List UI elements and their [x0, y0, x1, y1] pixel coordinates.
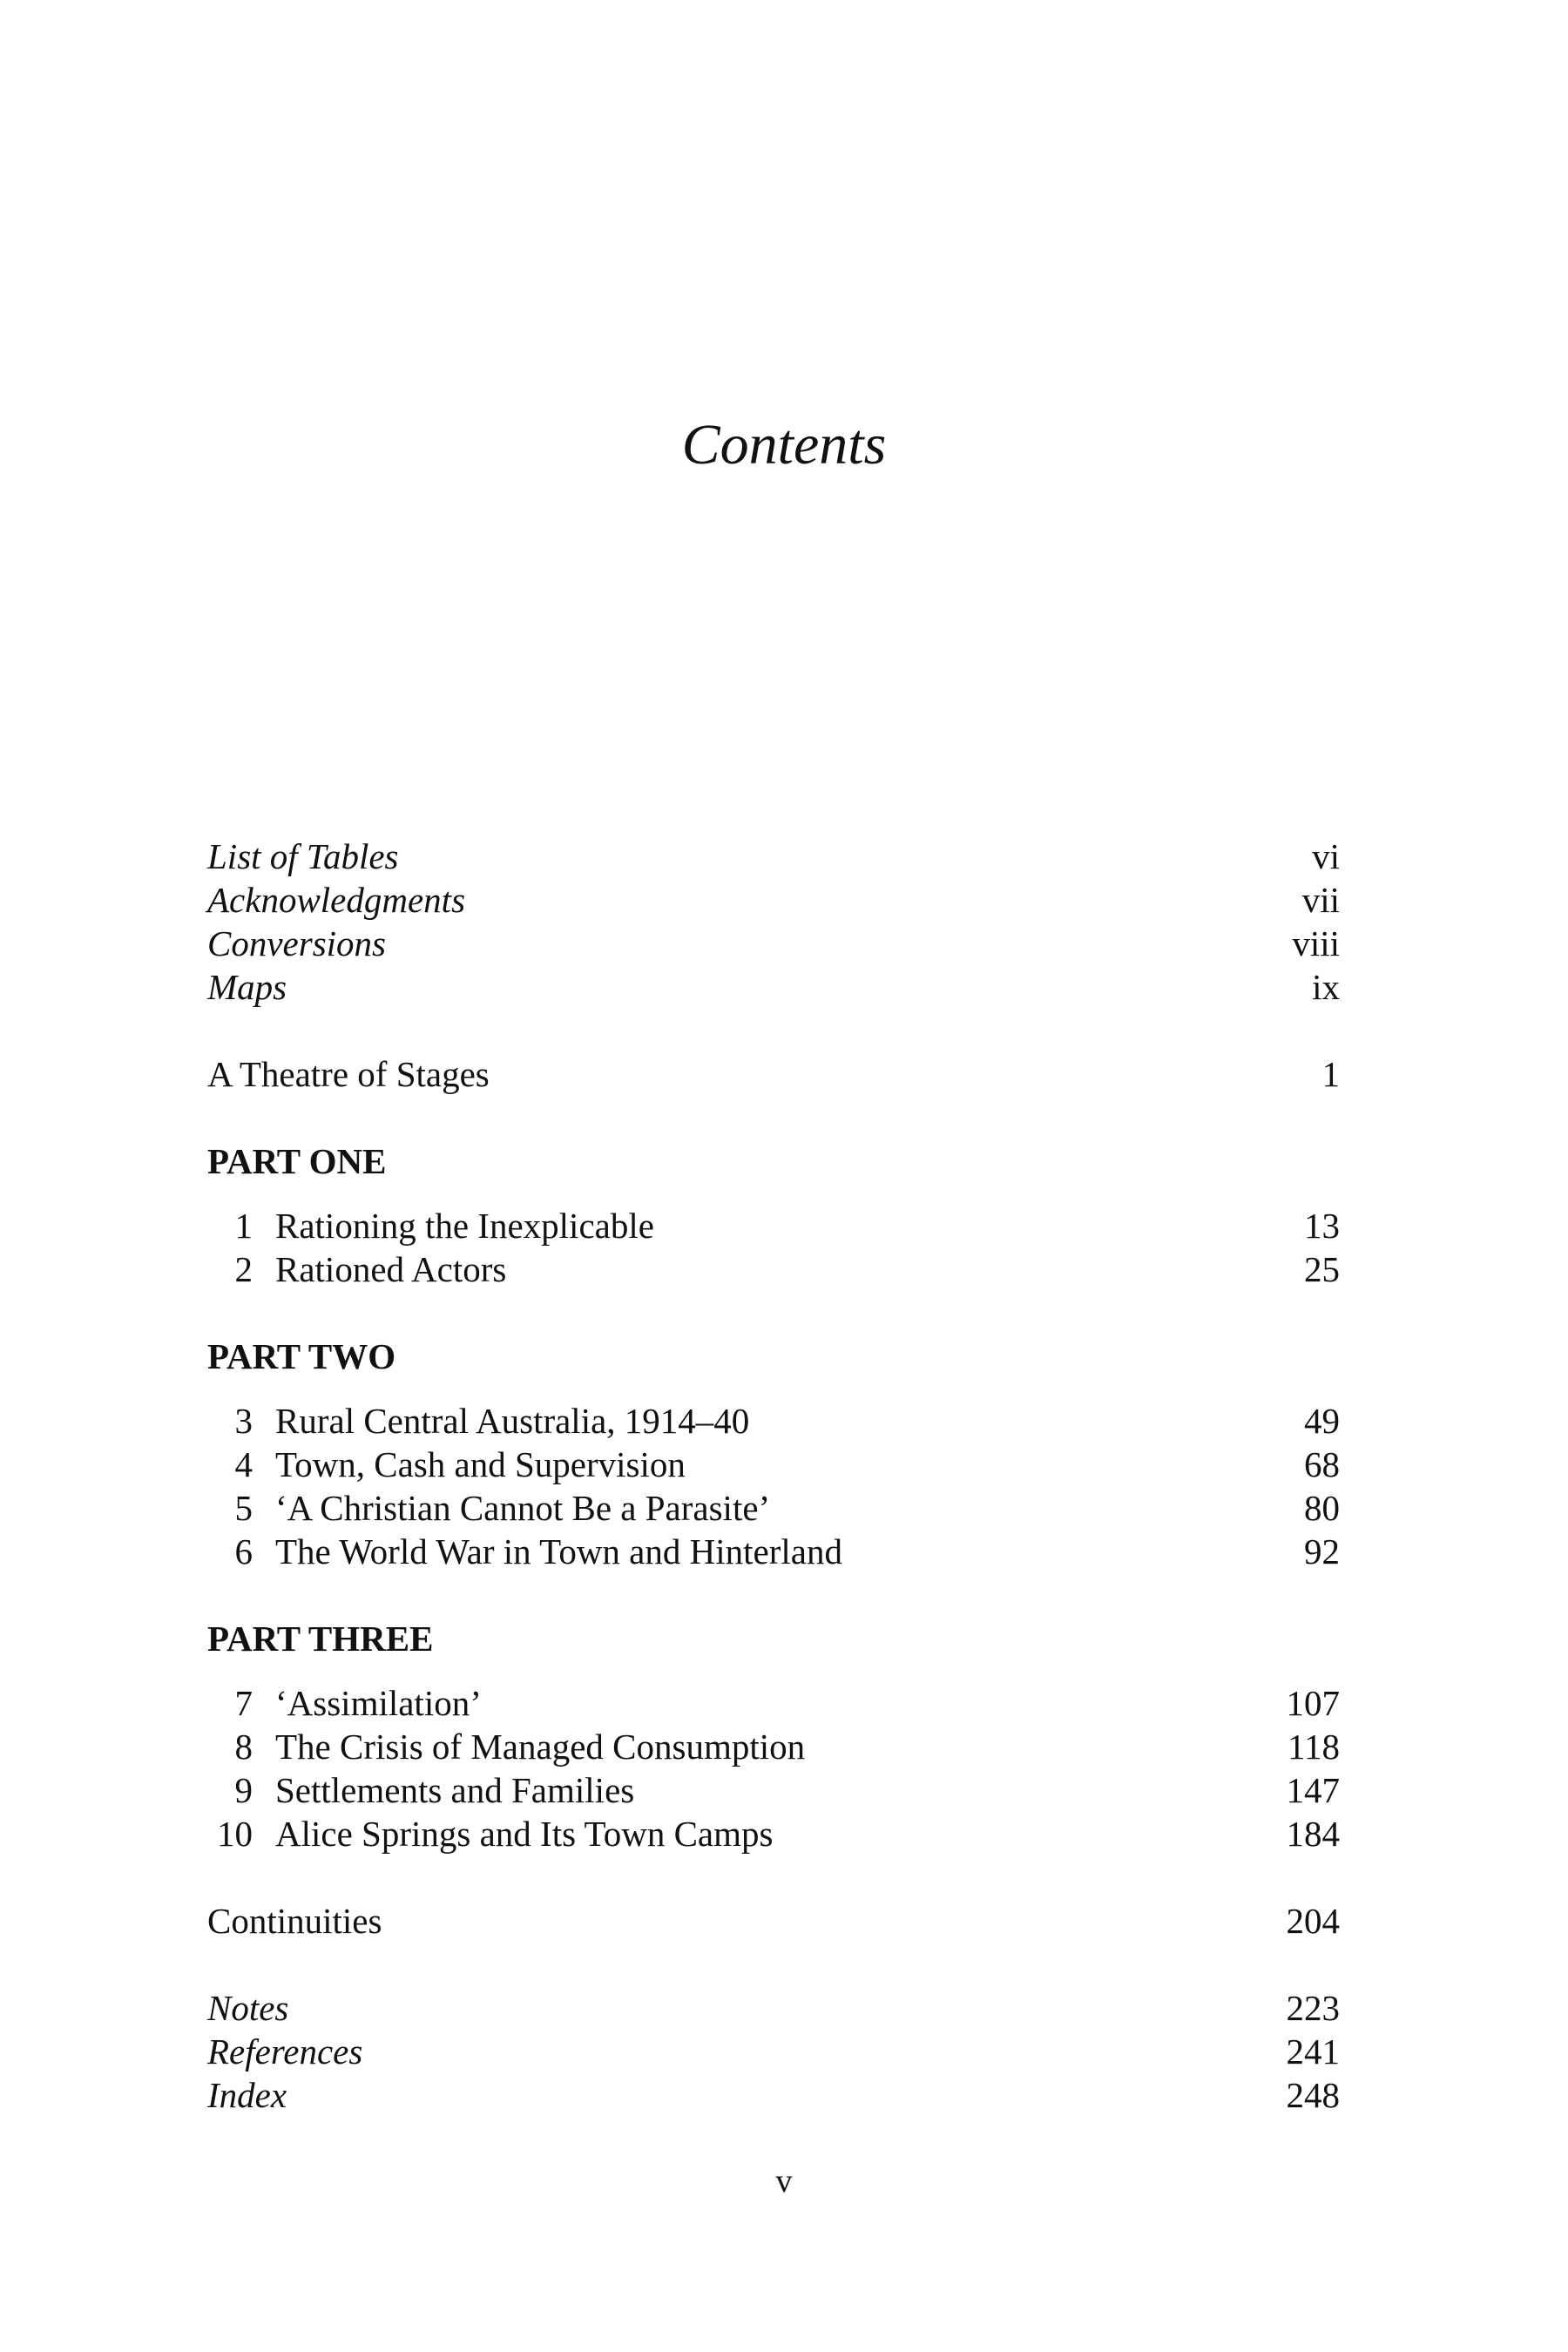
toc-entry-label-wrap [207, 1768, 1166, 1812]
toc-entry-page: 118 [1288, 1727, 1340, 1767]
toc-entry-label-wrap [207, 1204, 1166, 1247]
toc-entry-label: Settlements and Families [275, 1770, 635, 1810]
toc-entry-conversions[interactable] [207, 922, 1340, 965]
toc-entry-page: 80 [1304, 1488, 1340, 1528]
toc-entry-page: 25 [1304, 1249, 1340, 1289]
toc-chapter-9[interactable] [207, 1768, 1340, 1812]
part-heading: PART ONE [207, 1141, 387, 1181]
toc-entry-page: vii [1301, 880, 1340, 920]
toc-entry-page: 241 [1286, 2031, 1340, 2072]
toc-entry-references[interactable] [207, 2030, 1340, 2073]
toc-entry-page: 248 [1286, 2075, 1340, 2115]
chapter-number: 4 [234, 1444, 253, 1484]
toc-entry-list-of-tables[interactable] [207, 835, 1340, 878]
toc-entry-label: Rural Central Australia, 1914–40 [275, 1401, 750, 1441]
chapter-number: 2 [234, 1249, 253, 1289]
toc-entry-page: 147 [1286, 1770, 1340, 1810]
toc-entry-label: Notes [207, 1988, 289, 2028]
spacer [207, 1096, 1340, 1139]
toc-entry-label: A Theatre of Stages [207, 1054, 490, 1094]
chapter-number: 5 [234, 1488, 253, 1528]
toc-entry-label: The World War in Town and Hinterland [275, 1531, 842, 1571]
toc-entry-label: Maps [207, 967, 287, 1007]
toc-entry-index[interactable] [207, 2073, 1340, 2117]
toc-entry-label: List of Tables [207, 836, 399, 876]
toc-entry-label: Index [207, 2075, 287, 2115]
toc-entry-label-wrap [207, 1681, 1166, 1725]
toc-chapter-3[interactable] [207, 1399, 1340, 1443]
toc-entry-intro[interactable] [207, 1052, 1340, 1096]
toc-entry-label-wrap [207, 1486, 1166, 1530]
part-heading: PART THREE [207, 1619, 434, 1659]
chapter-number: 3 [234, 1401, 253, 1441]
toc-entry-page: 184 [1286, 1814, 1340, 1854]
toc-entry-page: viii [1292, 923, 1340, 963]
toc-entry-page: 68 [1304, 1444, 1340, 1484]
toc-entry-label-wrap [207, 1247, 1166, 1291]
toc-entry-page: 107 [1286, 1683, 1340, 1723]
toc-entry-label: Conversions [207, 923, 386, 963]
toc-entry-acknowledgments[interactable] [207, 878, 1340, 922]
spacer [207, 1855, 1340, 1899]
spacer [207, 1009, 1340, 1052]
toc-chapter-4[interactable] [207, 1443, 1340, 1486]
chapter-number: 9 [234, 1770, 253, 1810]
page-number: v [775, 2163, 793, 2200]
toc-chapter-8[interactable] [207, 1725, 1340, 1768]
chapter-number: 6 [234, 1531, 253, 1571]
spacer [207, 1183, 1340, 1204]
table-of-contents [207, 835, 1340, 2117]
spacer [207, 1291, 1340, 1335]
toc-chapter-10[interactable] [207, 1812, 1340, 1855]
toc-entry-label: Rationing the Inexplicable [275, 1206, 654, 1246]
toc-entry-label: Continuities [207, 1901, 382, 1941]
chapter-number: 10 [217, 1814, 253, 1854]
chapter-number: 7 [234, 1683, 253, 1723]
toc-chapter-6[interactable] [207, 1530, 1340, 1573]
toc-entry-label: Acknowledgments [207, 880, 466, 920]
chapter-number: 1 [234, 1206, 253, 1246]
part-heading: PART TWO [207, 1336, 396, 1376]
toc-entry-page: 49 [1304, 1401, 1340, 1441]
toc-entry-label-wrap [207, 1443, 1166, 1486]
page-title: Contents [681, 413, 887, 476]
toc-entry-label-wrap [207, 1812, 1166, 1855]
toc-entry-label: ‘Assimilation’ [275, 1683, 482, 1723]
toc-entry-conclusion[interactable] [207, 1899, 1340, 1943]
toc-entry-page: 92 [1304, 1531, 1340, 1571]
toc-entry-label: The Crisis of Managed Consumption [275, 1727, 806, 1767]
toc-entry-label: Alice Springs and Its Town Camps [275, 1814, 774, 1854]
toc-entry-label: References [207, 2031, 363, 2072]
toc-entry-page: 204 [1286, 1901, 1340, 1941]
toc-entry-page: vi [1312, 836, 1340, 876]
toc-entry-page: 223 [1286, 1988, 1340, 2028]
chapter-number: 8 [234, 1727, 253, 1767]
toc-entry-label-wrap [207, 1530, 1166, 1573]
toc-chapter-7[interactable] [207, 1681, 1340, 1725]
toc-entry-notes[interactable] [207, 1986, 1340, 2030]
toc-chapter-5[interactable] [207, 1486, 1340, 1530]
spacer [207, 1378, 1340, 1399]
toc-entry-label-wrap [207, 1399, 1166, 1443]
toc-entry-label-wrap [207, 1725, 1166, 1768]
spacer [207, 1573, 1340, 1617]
spacer [207, 1943, 1340, 1986]
toc-entry-label: Rationed Actors [275, 1249, 507, 1289]
toc-entry-label: ‘A Christian Cannot Be a Parasite’ [275, 1488, 771, 1528]
toc-entry-label: Town, Cash and Supervision [275, 1444, 686, 1484]
toc-entry-page: 13 [1304, 1206, 1340, 1246]
toc-entry-page: ix [1312, 967, 1340, 1007]
toc-chapter-2[interactable] [207, 1247, 1340, 1291]
toc-entry-page: 1 [1321, 1054, 1340, 1094]
spacer [207, 1660, 1340, 1681]
toc-chapter-1[interactable] [207, 1204, 1340, 1247]
toc-entry-maps[interactable] [207, 965, 1340, 1009]
